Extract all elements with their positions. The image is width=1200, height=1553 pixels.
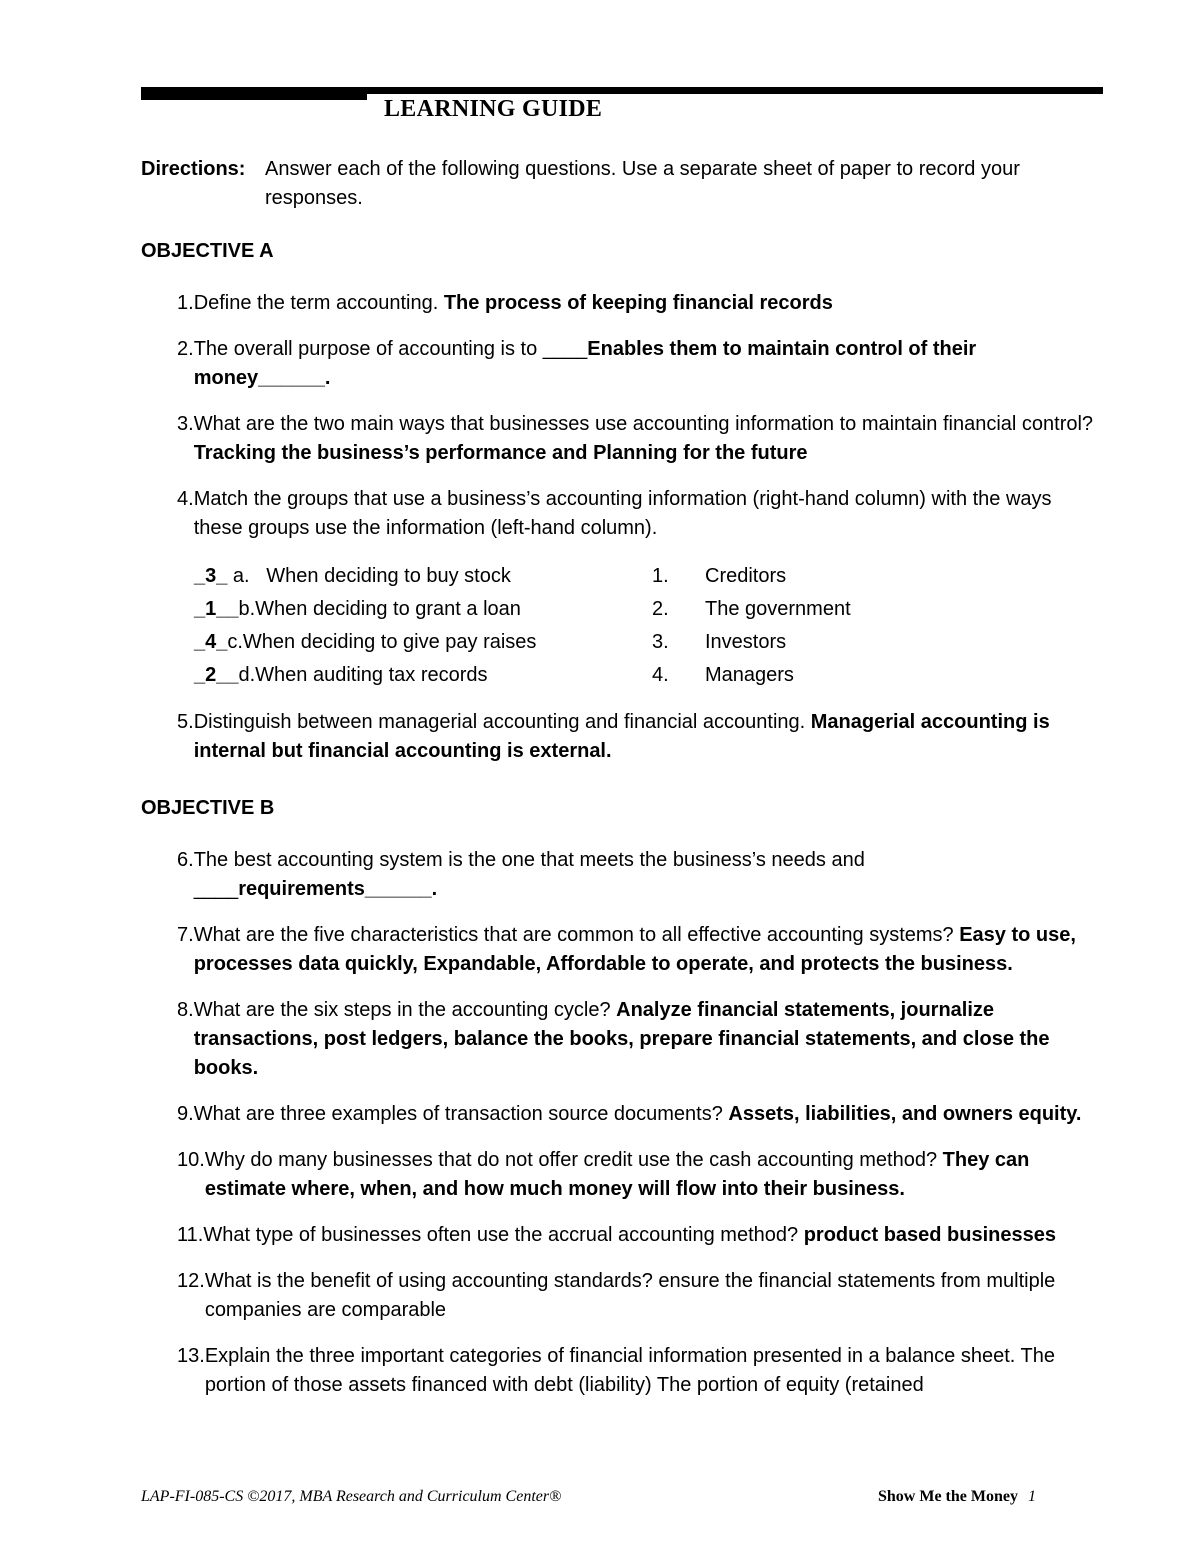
question-10	[177, 1146, 1096, 1204]
question-text: Distinguish between managerial accounting and financial accounting.	[193, 711, 811, 733]
match-group: The government	[705, 598, 851, 620]
directions-label: Directions:	[141, 158, 246, 180]
question-answer: Assets, liabilities, and owners equity.	[728, 1103, 1082, 1125]
question-answer: Easy to use, processes data quickly, Expandable, Affordable to operate, and protects the business.	[193, 924, 1076, 975]
question-2	[177, 335, 1096, 393]
question-9	[177, 1100, 1096, 1129]
question-text: The overall purpose of accounting is to ____	[193, 338, 588, 360]
question-number: 13.	[177, 1345, 205, 1367]
question-3	[177, 410, 1096, 468]
document-body	[141, 155, 1096, 1417]
question-7	[177, 921, 1096, 979]
question-answer: Analyze financial statements, journalize transactions, post ledgers, balance the books, prepare financial statements, and close the books.	[193, 999, 1050, 1079]
question-number: 3.	[177, 413, 194, 435]
match-blank: _4_	[194, 631, 228, 653]
question-text: Match the groups that use a business’s accounting information (right-hand column) with the ways these groups use the information (left-hand column).	[193, 488, 1052, 539]
page-number: 1	[1027, 1488, 1036, 1505]
question-text: What is the benefit of using accounting standards? ensure the financial statements from multiple companies are comparable	[204, 1270, 1056, 1321]
match-number: 4.	[652, 664, 669, 686]
match-group: Creditors	[705, 565, 787, 587]
question-number: 5.	[177, 711, 194, 733]
match-blank: _2__	[194, 664, 239, 686]
match-row	[194, 560, 1096, 593]
match-use: c.When deciding to give pay raises	[227, 631, 537, 653]
directions	[141, 155, 1096, 213]
match-number: 3.	[652, 631, 669, 653]
question-answer: Tracking the business’s performance and Planning for the future	[193, 442, 808, 464]
question-number: 10.	[177, 1149, 205, 1171]
question-number: 12.	[177, 1270, 205, 1292]
question-12	[177, 1267, 1096, 1325]
question-text: What type of businesses often use the accrual accounting method?	[203, 1224, 804, 1246]
question-number: 11.	[177, 1224, 204, 1246]
question-text: What are the six steps in the accounting cycle?	[193, 999, 617, 1021]
match-group: Investors	[705, 631, 787, 653]
objective-a-heading: OBJECTIVE A	[141, 240, 274, 262]
question-11	[177, 1221, 1096, 1250]
question-text: The best accounting system is the one that meets the business’s needs and ____	[193, 849, 865, 900]
question-number: 6.	[177, 849, 194, 871]
question-8	[177, 996, 1096, 1083]
question-text: What are the two main ways that businesses use accounting information to maintain financial control?	[193, 413, 1094, 435]
question-text: Explain the three important categories of financial information presented in a balance sheet. The portion of those assets financed with debt (liability) The portion of equity (retained	[204, 1345, 1055, 1396]
match-blank: _1__	[194, 598, 239, 620]
question-number: 1.	[177, 292, 194, 314]
match-use: b.When deciding to grant a loan	[238, 598, 521, 620]
question-text: What are the five characteristics that are common to all effective accounting systems?	[193, 924, 960, 946]
question-text: Why do many businesses that do not offer credit use the cash accounting method?	[204, 1149, 943, 1171]
question-5	[177, 708, 1096, 766]
question-number: 4.	[177, 488, 194, 510]
footer-doc-title: Show Me the Money	[878, 1488, 1018, 1505]
match-blank: _3_	[194, 565, 228, 587]
match-number: 1.	[652, 565, 669, 587]
question-answer: The process of keeping financial records	[443, 292, 833, 314]
question-number: 2.	[177, 338, 194, 360]
page-title: LEARNING GUIDE	[384, 96, 603, 122]
question-text: What are three examples of transaction source documents?	[193, 1103, 729, 1125]
matching-table	[194, 560, 1096, 692]
match-use: a. When deciding to buy stock	[227, 565, 511, 587]
header-rule-accent	[141, 87, 367, 100]
match-row	[194, 626, 1096, 659]
match-use: d.When auditing tax records	[238, 664, 488, 686]
question-answer: requirements______.	[238, 878, 438, 900]
footer-copyright: LAP-FI-085-CS ©2017, MBA Research and Curriculum Center®	[141, 1488, 562, 1505]
question-6	[177, 846, 1096, 904]
match-row	[194, 659, 1096, 692]
question-answer: product based businesses	[803, 1224, 1056, 1246]
footer-title	[878, 1488, 1036, 1506]
match-group: Managers	[705, 664, 794, 686]
question-answer: Enables them to maintain control of their money______.	[193, 338, 977, 389]
directions-text: Answer each of the following questions. Use a separate sheet of paper to record your responses.	[265, 158, 1020, 209]
question-4	[177, 485, 1096, 543]
question-1	[177, 289, 1096, 318]
match-number: 2.	[652, 598, 669, 620]
question-number: 9.	[177, 1103, 194, 1125]
question-answer: Managerial accounting is internal but financial accounting is external.	[193, 711, 1050, 762]
objective-b-heading: OBJECTIVE B	[141, 797, 275, 819]
match-row	[194, 593, 1096, 626]
question-answer: They can estimate where, when, and how much money will flow into their business.	[204, 1149, 1030, 1200]
question-number: 8.	[177, 999, 194, 1021]
question-number: 7.	[177, 924, 194, 946]
question-13	[177, 1342, 1096, 1400]
question-text: Define the term accounting.	[193, 292, 444, 314]
